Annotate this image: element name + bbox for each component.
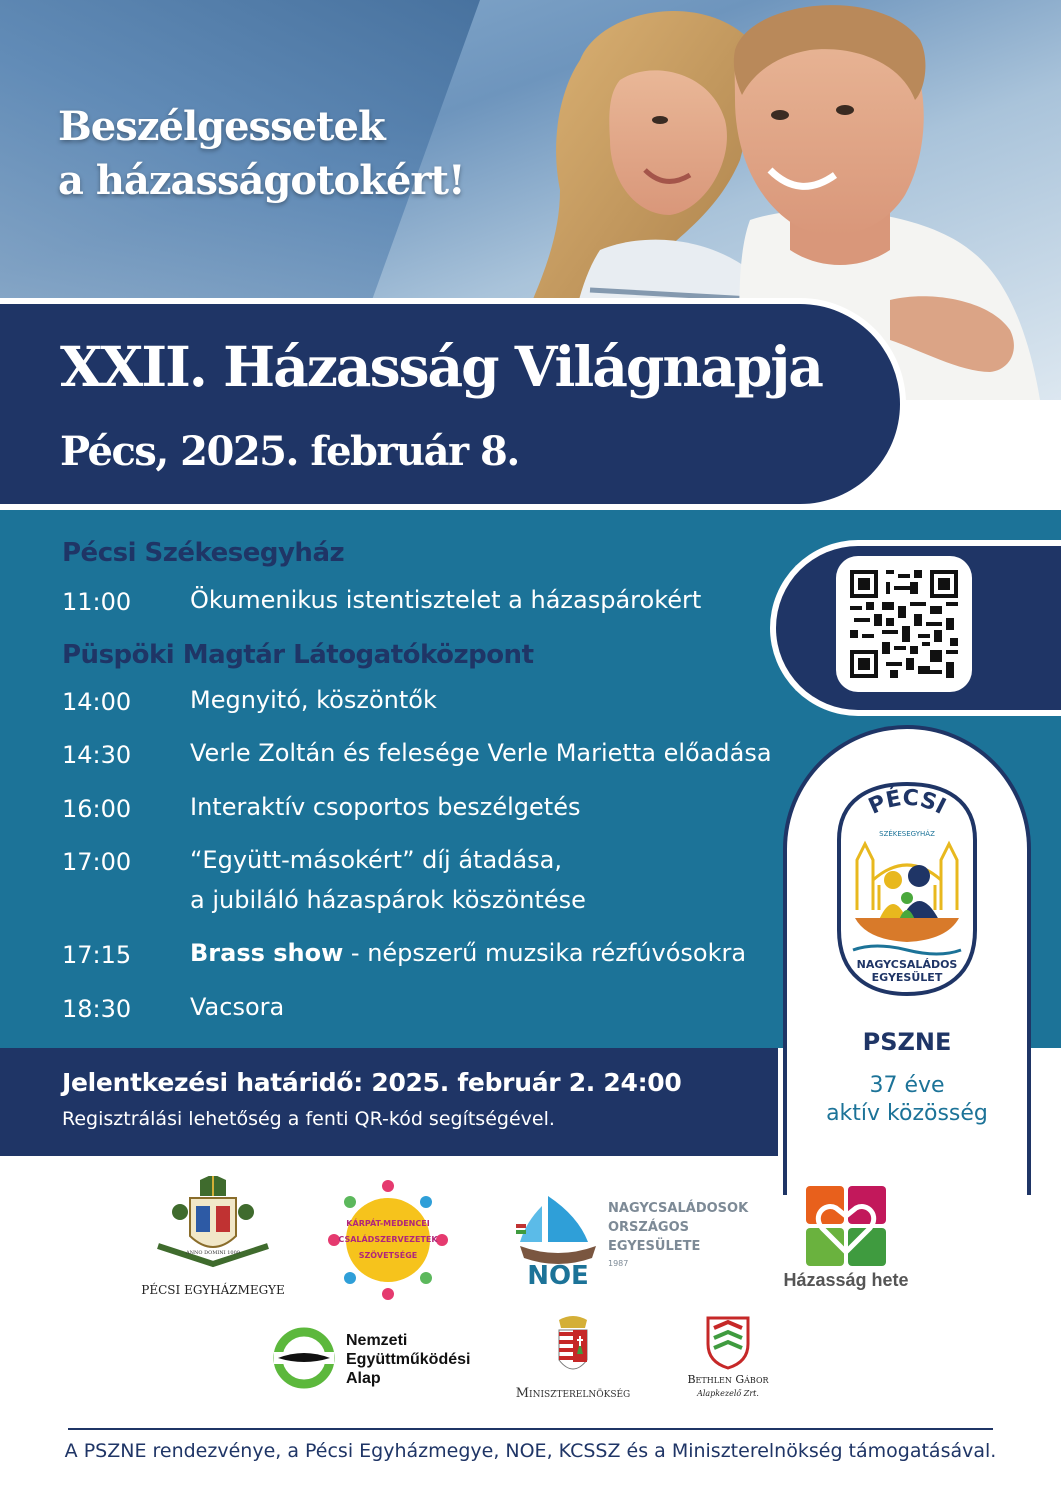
nea-text xyxy=(346,1331,470,1388)
schedule-item xyxy=(190,934,746,972)
qr-code-icon xyxy=(850,570,958,678)
schedule-time: 14:30 xyxy=(62,741,132,769)
organizer-name: PSZNE xyxy=(862,1028,952,1056)
nea-logo xyxy=(272,1326,336,1390)
title-banner xyxy=(0,298,906,510)
qr-code[interactable] xyxy=(836,556,972,692)
karpat-line3: SZÖVETSÉGE xyxy=(358,1251,418,1260)
pecsi-nagycsalados-logo xyxy=(835,780,979,1000)
organizer-tagline-line2: aktív közösség xyxy=(826,1101,988,1126)
nea-line1: Nemzeti xyxy=(346,1332,408,1349)
schedule-time: 17:00 xyxy=(62,848,132,876)
logo-sub-text: SZÉKESEGYHÁZ xyxy=(879,830,935,838)
schedule-time: 11:00 xyxy=(62,588,132,616)
event-date-location: Pécs, 2025. február 8. xyxy=(60,428,519,475)
seal-year-text: ANNO DOMINI 1009 xyxy=(186,1250,240,1256)
footer-divider xyxy=(68,1428,993,1430)
karpat-line2: CSALÁDSZERVEZETEK xyxy=(338,1235,438,1244)
schedule-item: Ökumenikus istentisztelet a házaspárokért xyxy=(190,586,702,614)
hungarian-coat-of-arms-icon xyxy=(553,1314,593,1382)
schedule-time: 14:00 xyxy=(62,688,132,716)
noe-line3: EGYESÜLETE xyxy=(608,1239,701,1254)
karpat-line1: KÁRPÁT-MEDENCEI xyxy=(346,1219,430,1228)
schedule-item: “Együtt-másokért” díj átadása, xyxy=(190,846,562,874)
noe-year: 1987 xyxy=(608,1259,629,1268)
schedule-item-highlight: Brass show xyxy=(190,939,344,967)
hero-headline-line1: Beszélgessetek xyxy=(58,103,385,150)
bethlen-line2: Alapkezelő Zrt. xyxy=(697,1389,759,1398)
pecsi-egyhazmegye-logo xyxy=(138,1176,288,1274)
hero-headline xyxy=(58,100,465,208)
logo-bottom-text1: NAGYCSALÁDOS xyxy=(856,958,958,971)
noe-line1: NAGYCSALÁDOSOK xyxy=(608,1201,749,1216)
nea-line2: Együttműködési xyxy=(346,1351,471,1368)
schedule-item-text: - népszerű muzsika rézfúvósokra xyxy=(343,939,747,967)
miniszterelnokseg-caption: Miniszterelnökség xyxy=(515,1386,631,1401)
venue-cathedral: Pécsi Székesegyház xyxy=(62,538,345,568)
schedule-item: Vacsora xyxy=(190,993,285,1021)
registration-deadline: Jelentkezési határidő: 2025. február 2. 24:00 xyxy=(62,1068,682,1097)
noe-line2: ORSZÁGOS xyxy=(608,1220,689,1235)
organizer-tagline-line1: 37 éve xyxy=(869,1073,945,1098)
schedule-item: Interaktív csoportos beszélgetés xyxy=(190,793,581,821)
karpat-medencei-logo xyxy=(328,1180,448,1300)
bethlen-gabor-caption xyxy=(668,1373,788,1401)
hazassag-hete-logo xyxy=(806,1186,886,1266)
registration-note: Regisztrálási lehetőség a fenti QR-kód segítségével. xyxy=(62,1108,555,1130)
schedule-item: Verle Zoltán és felesége Verle Marietta előadása xyxy=(190,739,772,767)
bethlen-line1: Bethlen Gábor xyxy=(687,1373,769,1386)
hero-headline-line2: a házasságotokért! xyxy=(58,157,465,204)
organizer-tagline xyxy=(783,1072,1031,1128)
noe-abbr: NOE xyxy=(527,1261,589,1286)
schedule-time: 16:00 xyxy=(62,795,132,823)
pecsi-egyhazmegye-caption: PÉCSI EGYHÁZMEGYE xyxy=(141,1283,285,1297)
schedule-item: Megnyitó, köszöntők xyxy=(190,686,437,714)
registration-bar xyxy=(0,1048,778,1156)
logo-top-text: PÉCSI xyxy=(865,785,950,820)
schedule-item-continued: a jubiláló házaspárok köszöntése xyxy=(190,886,586,914)
footer-text: A PSZNE rendezvénye, a Pécsi Egyházmegye, NOE, KCSSZ és a Miniszterelnökség támogatásával. xyxy=(64,1440,997,1462)
venue-visitor-center: Püspöki Magtár Látogatóközpont xyxy=(62,640,534,670)
event-title: XXII. Házasság Világnapja xyxy=(60,334,822,399)
nea-line3: Alap xyxy=(346,1370,381,1387)
bethlen-gabor-shield-icon xyxy=(704,1314,752,1370)
noe-logo xyxy=(508,1186,768,1286)
logo-bottom-text2: EGYESÜLET xyxy=(871,971,943,984)
schedule-time: 18:30 xyxy=(62,995,132,1023)
schedule-time: 17:15 xyxy=(62,941,132,969)
hazassag-hete-caption: Házasság hete xyxy=(783,1270,909,1290)
